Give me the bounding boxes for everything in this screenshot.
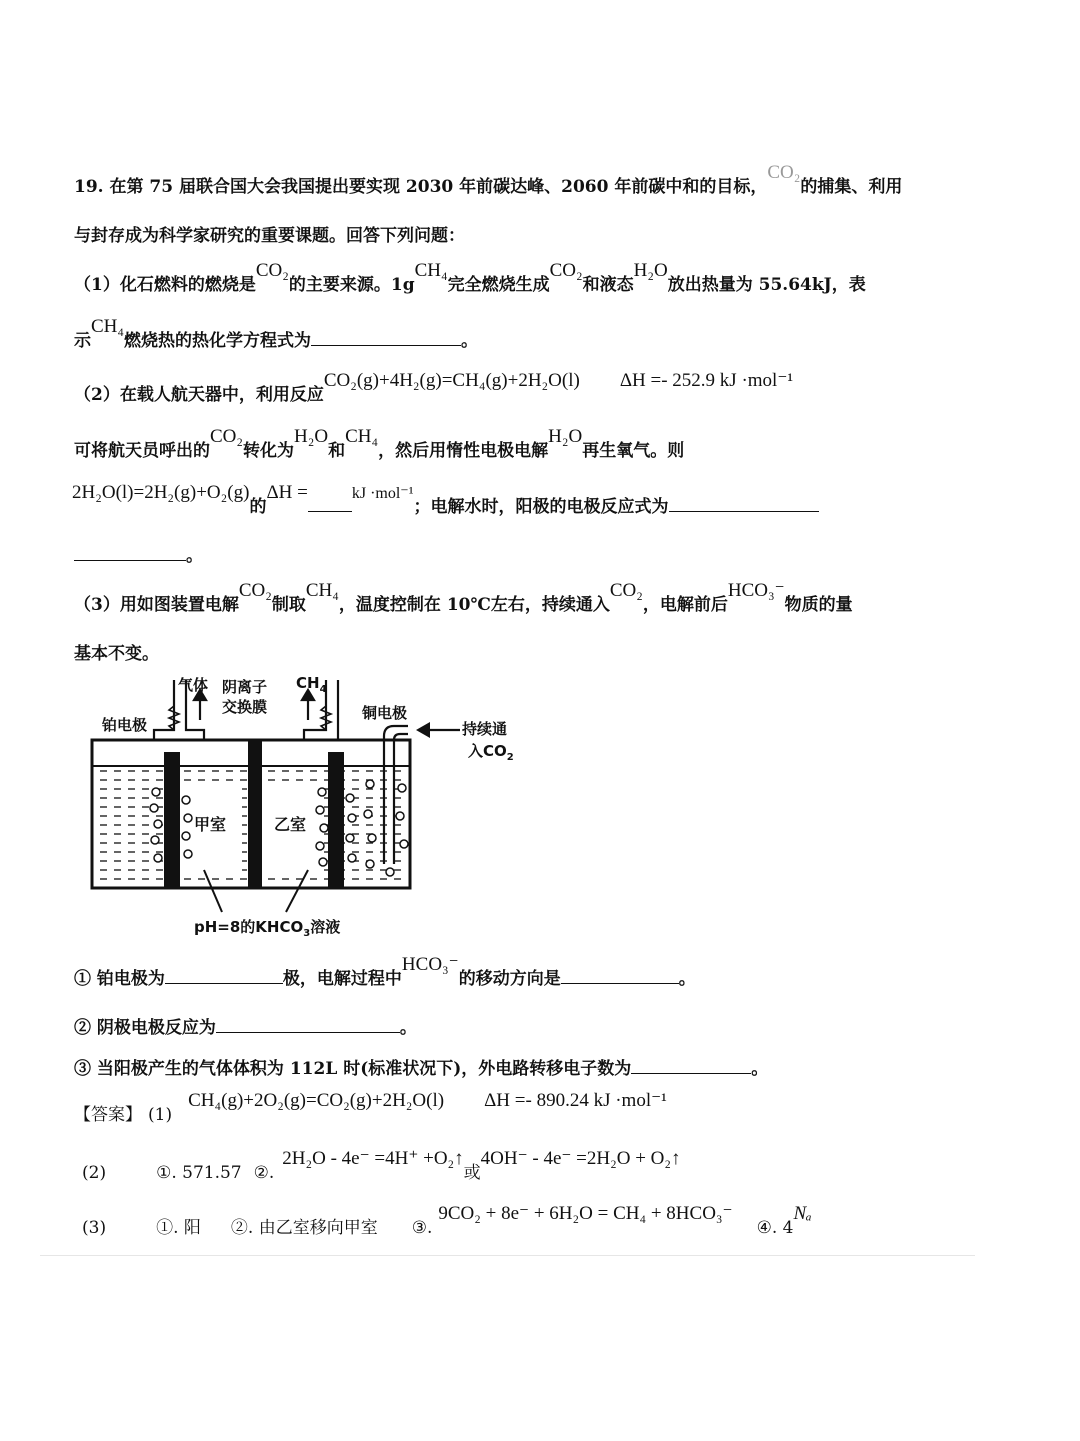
part1-text: 。 [461,331,479,351]
ch4-formula: CH₄ [91,316,125,337]
answer-3-part2: ②. 由乙室移向甲室 [230,1218,378,1238]
ch4-label: $CH_4$ [296,674,327,695]
answer-blank-2[interactable] [308,495,352,512]
answer-number: (3) [82,1218,107,1238]
methanation-equation: CO₂(g)+4H₂(g)=CH₄(g)+2H₂O(l) [323,370,580,391]
answer-1-enthalpy: ΔH =- 890.24 kJ ·mol⁻¹ [484,1090,667,1111]
subq-text: 。 [678,969,696,989]
gas-label: 气体 [178,676,209,694]
intro-text-b: 的捕集、利用 [800,177,903,197]
subq-text: ② 阴极电极反应为 [74,1018,216,1038]
part2-text: 的 [249,497,267,517]
part2-text: 可将航天员呼出的 [74,441,210,461]
part2-text: 。 [186,546,203,566]
intro-text-c: 与封存成为科学家研究的重要课题。回答下列问题： [74,226,465,246]
answer-row-2 [74,1148,681,1184]
part2-text: 和 [328,441,346,461]
co2-formula-faint: CO₂ [767,162,801,183]
part1-text: 燃烧热的热化学方程式为 [124,331,312,351]
ch4-formula: CH₄ [305,580,339,601]
part1-text: 示 [74,331,91,351]
answer-3-part3-label: ③. [411,1218,433,1238]
co2-formula: CO₂ [255,260,289,281]
part1-line2 [74,316,479,352]
part1-text: 和液态 [582,275,634,295]
part2-text: （2）在载人航天器中，利用反应 [74,385,324,405]
co2-feed-label-line1: 持续通 [462,720,508,738]
part3-text: ，电解前后 [642,595,728,615]
part2-line4 [74,541,203,566]
answer-blank-4[interactable] [165,967,283,984]
water-decomposition-equation: 2H₂O(l)=2H₂(g)+O₂(g) [72,482,250,503]
ch4-formula: CH₄ [345,426,379,447]
inlet-arrow-icon [416,722,430,738]
platinum-electrode-label: 铂电极 [102,716,148,734]
part1-text: 放出热量为 55.64kJ，表 [667,275,866,295]
answer-blank-3-cont[interactable] [74,544,186,561]
subq-text: 。 [751,1059,769,1079]
subq-text: 。 [399,1018,417,1038]
part1-text: 完全燃烧生成 [447,275,550,295]
answer-2-part1: ①. 571.57 [156,1163,242,1183]
answer-row-3 [74,1203,812,1239]
answer-number: (1) [148,1105,173,1125]
part2-line1 [74,370,794,406]
copper-electrode-bar [328,752,344,888]
question-intro-line1 [74,162,903,198]
part3-text: 基本不变。 [74,644,159,664]
h2o-formula: H₂O [548,426,583,447]
intro-text-a: 19. 在第 75 届联合国大会我国提出要实现 2030 年前碳达峰、2060 年前碳中和的目标， [74,177,768,197]
subq-text: ① 铂电极为 [74,969,165,989]
platinum-electrode-bar [164,752,180,888]
membrane-label-line1: 阴离子 [222,678,268,696]
answer-2-or: 或 [463,1163,481,1183]
enthalpy-value: ΔH =- 252.9 kJ ·mol⁻¹ [619,370,794,391]
part2-line3 [72,482,819,518]
part3-line2 [74,639,159,664]
co2-formula: CO₂ [210,426,244,447]
answer-blank-6[interactable] [216,1016,400,1033]
part2-text: 再生氧气。则 [582,441,685,461]
part2-text: ，然后用惰性电极电解 [378,441,549,461]
answer-blank-1[interactable] [311,329,461,346]
room-b-label: 乙室 [274,815,307,834]
h2o-formula: H₂O [633,260,668,281]
subq-text: 的移动方向是 [458,969,561,989]
enthalpy-unit: kJ ·mol⁻¹ [351,485,414,502]
part3-text: 物质的量 [784,595,853,615]
co2-formula: CO₂ [549,260,583,281]
part1-text: （1）化石燃料的燃烧是 [74,275,256,295]
answer-blank-5[interactable] [561,967,679,984]
solution-label: pH=8的$KHCO_3$溶液 [194,918,341,939]
membrane-label-line2: 交换膜 [222,698,268,716]
part2-text: 转化为 [243,441,295,461]
answer-3-part4: ④. 4 [756,1218,794,1238]
answer-row-1 [74,1090,667,1126]
subq-text: ③ 当阳极产生的气体体积为 112L 时(标准状况下)，外电路转移电子数为 [74,1059,632,1079]
subquestion-3 [74,1054,768,1079]
answer-label: 【答案】 [74,1105,142,1125]
h2o-formula: H₂O [294,426,329,447]
part2-text: ；电解水时，阳极的电极反应式为 [413,497,669,517]
answer-1-equation: CH₄(g)+2O₂(g)=CO₂(g)+2H₂O(l) [188,1090,445,1111]
bicarbonate-formula: HCO₃⁻ [727,580,785,601]
co2-feed-label-line2: 入$CO_2$ [468,742,514,763]
enthalpy-label: ΔH = [266,482,308,503]
answer-2-part2-label: ②. [253,1163,275,1183]
answer-3-part1: ①. 阳 [156,1218,201,1238]
subq-text: 极，电解过程中 [282,969,402,989]
answer-2-equation-1: 2H₂O - 4e⁻ =4H⁺ +O₂↑ [282,1148,464,1169]
co2-formula: CO₂ [238,580,272,601]
electrolysis-apparatus-diagram [70,668,550,940]
subquestion-2 [74,1013,417,1038]
copper-electrode-label: 铜电极 [362,704,408,722]
question-intro-line2 [74,221,465,246]
membrane-bar [248,740,262,888]
answer-2-equation-2: 4OH⁻ - 4e⁻ =2H₂O + O₂↑ [480,1148,681,1169]
answer-number: (2) [82,1163,107,1183]
answer-blank-7[interactable] [631,1057,751,1074]
part3-text: （3）用如图装置电解 [74,595,239,615]
answer-blank-3[interactable] [669,495,819,512]
avogadro-constant: Nₐ [793,1203,812,1224]
part1-line1 [74,260,866,296]
subquestion-1 [74,954,696,990]
part3-text: 制取 [271,595,306,615]
bicarbonate-formula: HCO₃⁻ [401,954,459,975]
answer-3-equation: 9CO₂ + 8e⁻ + 6H₂O = CH₄ + 8HCO₃⁻ [438,1203,733,1224]
part2-line2 [74,426,685,462]
part1-text: 的主要来源。1g [288,275,415,295]
part3-text: ，温度控制在 10℃左右，持续通入 [338,595,610,615]
ch4-formula: CH₄ [414,260,448,281]
page-divider [40,1255,975,1256]
co2-formula: CO₂ [609,580,643,601]
part3-line1 [74,580,853,616]
room-a-label: 甲室 [194,815,227,834]
